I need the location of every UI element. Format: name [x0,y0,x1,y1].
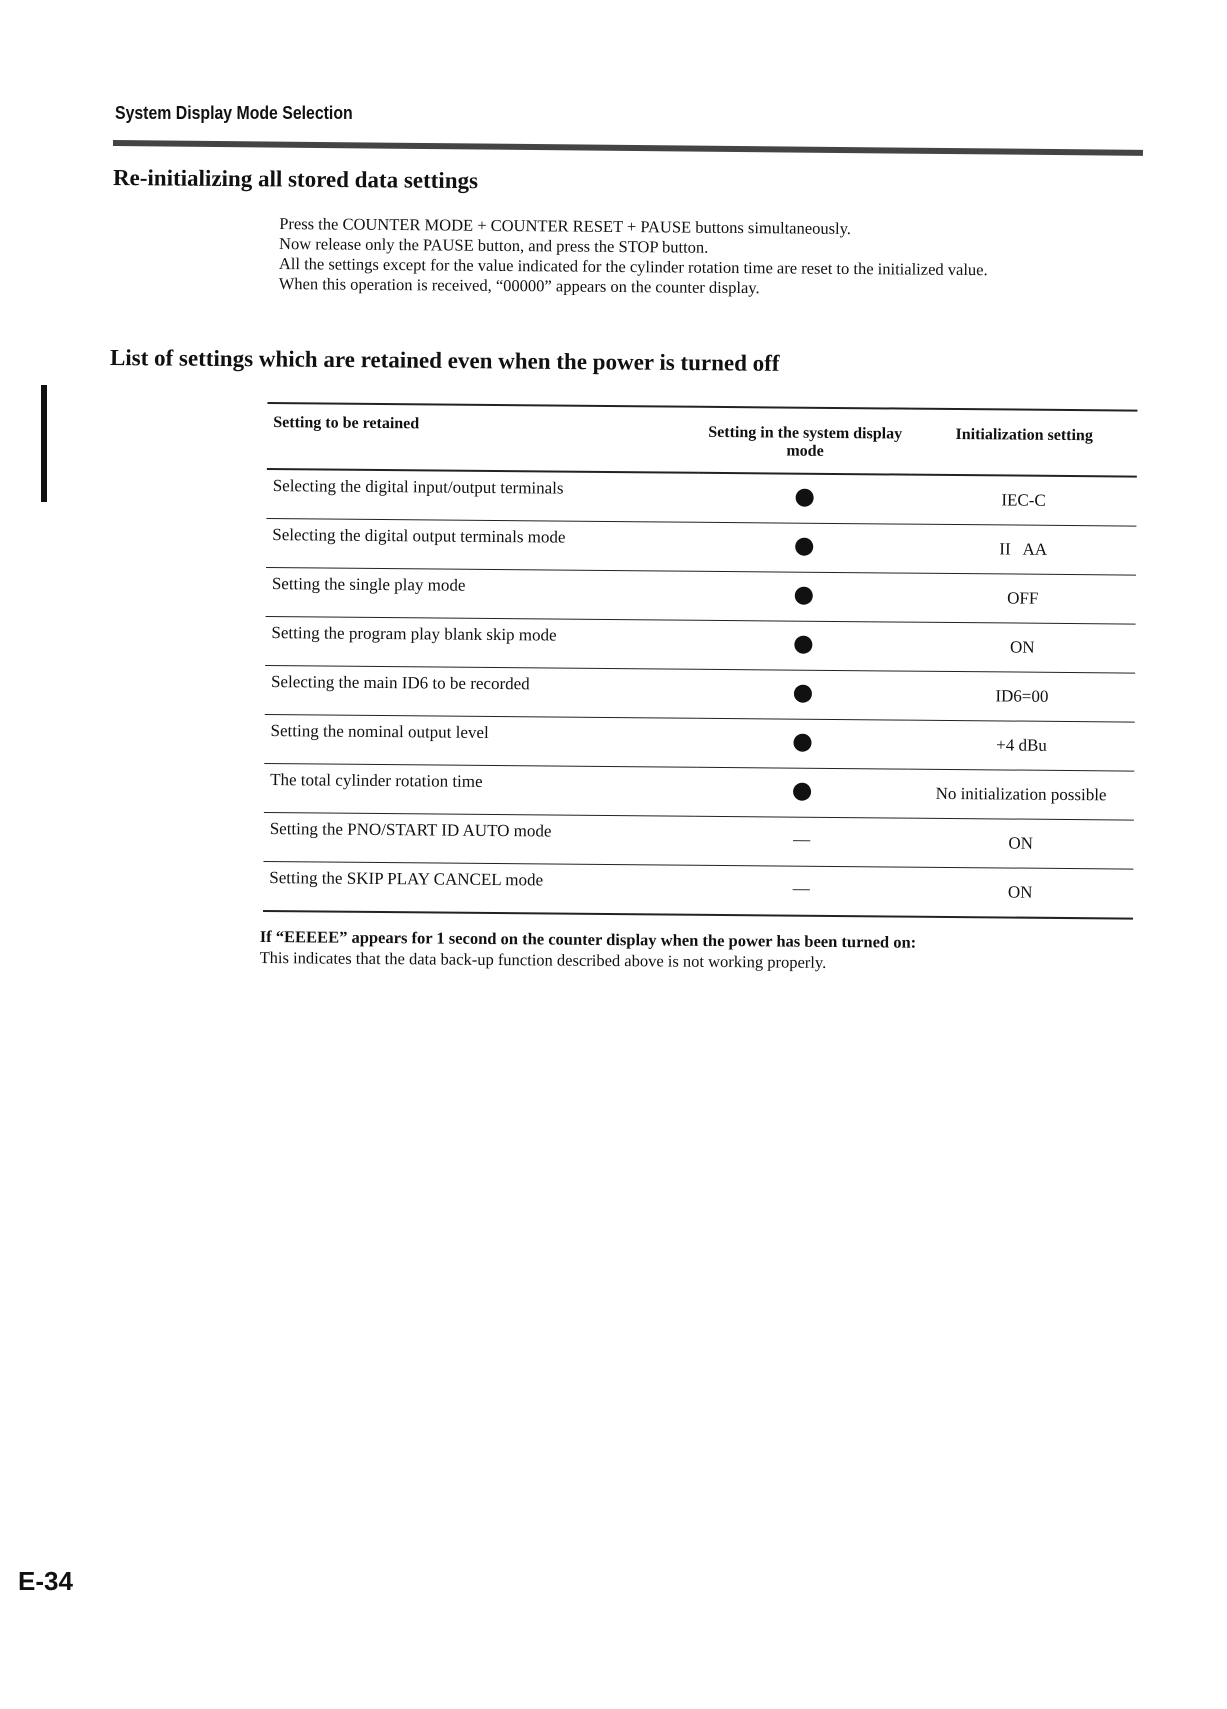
section-header: System Display Mode Selection [115,103,353,123]
change-bar [41,385,47,502]
system-mode-cell [696,767,908,818]
init-value: ON [907,818,1133,869]
header-rule [113,140,1143,156]
init-value: ON [909,622,1135,673]
setting-name: Selecting the digital input/output terminals [266,469,698,522]
instruction-line: When this operation is received, “00000” appears on the counter display. [278,273,760,298]
system-mode-cell [698,473,910,524]
retained-settings-table [263,402,1137,920]
init-value: IEC-C [910,475,1136,526]
setting-name: Setting the single play mode [266,568,698,621]
table-row [265,617,1135,674]
bullet-icon [793,783,811,801]
bullet-icon [793,734,811,752]
table-row [264,714,1134,771]
instruction-line: Press the COUNTER MODE + COUNTER RESET + PAUSE buttons simultaneously. [279,214,852,238]
col-header-setting: Setting to be retained [267,403,700,473]
init-value: II AA [910,524,1136,575]
init-value: No initialization possible [908,769,1134,820]
bullet-icon [794,636,812,654]
error-note [260,926,1133,976]
system-mode-cell [695,816,907,867]
table-row [264,763,1134,820]
system-mode-cell [697,620,909,671]
init-value: ON [907,867,1133,918]
table-row [266,568,1136,625]
instruction-line: All the settings except for the value indicated for the cylinder rotation time are reset to the initialized value. [278,254,988,280]
note-text: This indicates that the data back-up function described above is not working properly. [259,947,827,972]
table-and-note [259,402,1138,976]
table-row [266,519,1136,576]
instruction-line: Now release only the PAUSE button, and press the STOP button. [279,234,709,257]
table-row [263,812,1133,869]
note-heading: If “EEEEE” appears for 1 second on the counter display when the power has been turned on: [259,926,917,952]
table-row [263,861,1133,918]
page-number: E-34 [18,1566,73,1596]
heading-retained-settings: List of settings which are retained even when the power is turned off [109,345,780,376]
bullet-icon [795,538,813,556]
bullet-icon [795,587,813,605]
setting-name: Setting the PNO/START ID AUTO mode [263,812,695,865]
setting-name: Selecting the main ID6 to be recorded [265,666,697,719]
system-mode-cell [696,718,908,769]
setting-name: Selecting the digital output terminals mode [266,519,698,572]
bullet-icon [794,685,812,703]
init-value: +4 dBu [908,720,1134,771]
table-row [266,469,1136,526]
setting-name: The total cylinder rotation time [264,763,696,816]
setting-name: Setting the nominal output level [264,714,696,767]
col-header-init: Initialization setting [911,409,1138,477]
setting-name: Setting the program play blank skip mode [265,617,697,670]
system-mode-cell [698,522,910,573]
system-mode-cell [697,669,909,720]
system-mode-cell [695,865,907,916]
init-value: OFF [910,573,1136,624]
col-header-system-mode: Setting in the system display mode [699,407,912,475]
table-row [265,666,1135,723]
dash: — [793,829,811,849]
setting-name: Setting the SKIP PLAY CANCEL mode [263,861,695,914]
init-value: ID6=00 [909,671,1135,722]
heading-reinitializing: Re-initializing all stored data settings [112,165,479,194]
dash: — [792,878,810,898]
bullet-icon [796,489,814,507]
system-mode-cell [698,571,910,622]
reinit-instructions [279,214,1160,302]
